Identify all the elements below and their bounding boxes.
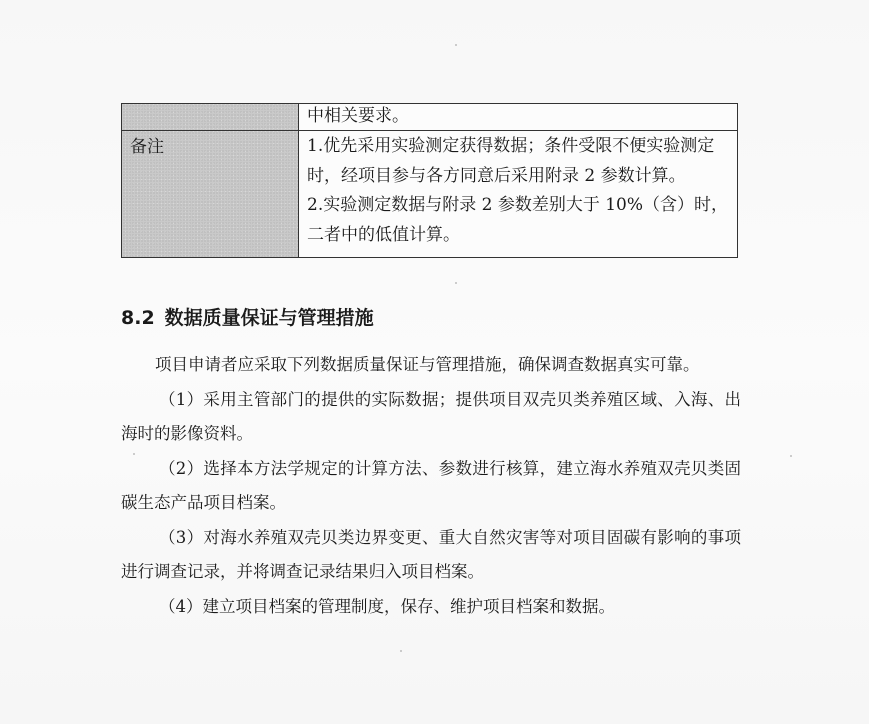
table-label-cell [122, 131, 299, 258]
paragraph: （2）选择本方法学规定的计算方法、参数进行核算，建立海水养殖双壳贝类固碳生态产品项目档案。 [121, 458, 741, 512]
remarks-table [121, 103, 738, 258]
table-row [122, 131, 738, 258]
section-heading [121, 303, 374, 330]
paragraph: （3）对海水养殖双壳贝类边界变更、重大自然灾害等对项目固碳有影响的事项进行调查记录，并将调查记录结果归入项目档案。 [121, 527, 741, 581]
table-row [122, 104, 738, 131]
remarks-line: 1.优先采用实验测定获得数据；条件受限不便实验测定 [307, 136, 715, 156]
paragraph: （1）采用主管部门的提供的实际数据；提供项目双壳贝类养殖区域、入海、出海时的影像资料。 [121, 389, 741, 443]
remarks-line: 时，经项目参与各方同意后采用附录 2 参数计算。 [307, 165, 686, 186]
section-number: 8.2 [121, 307, 155, 329]
remarks-line: 2.实验测定数据与附录 2 参数差别大于 10%（含）时， [307, 195, 729, 215]
table-row-content: 中相关要求。 [307, 106, 409, 126]
table-content-cell [299, 104, 738, 131]
table-content-cell [299, 131, 738, 258]
remarks-label: 备注 [130, 137, 164, 157]
section-title: 数据质量保证与管理措施 [164, 307, 374, 329]
paragraph: 项目申请者应采取下列数据质量保证与管理措施，确保调查数据真实可靠。 [155, 355, 700, 374]
section-body [121, 348, 741, 624]
paragraph: （4）建立项目档案的管理制度，保存、维护项目档案和数据。 [159, 596, 615, 616]
remarks-line: 二者中的低值计算。 [307, 224, 460, 245]
table-label-cell [122, 104, 299, 131]
